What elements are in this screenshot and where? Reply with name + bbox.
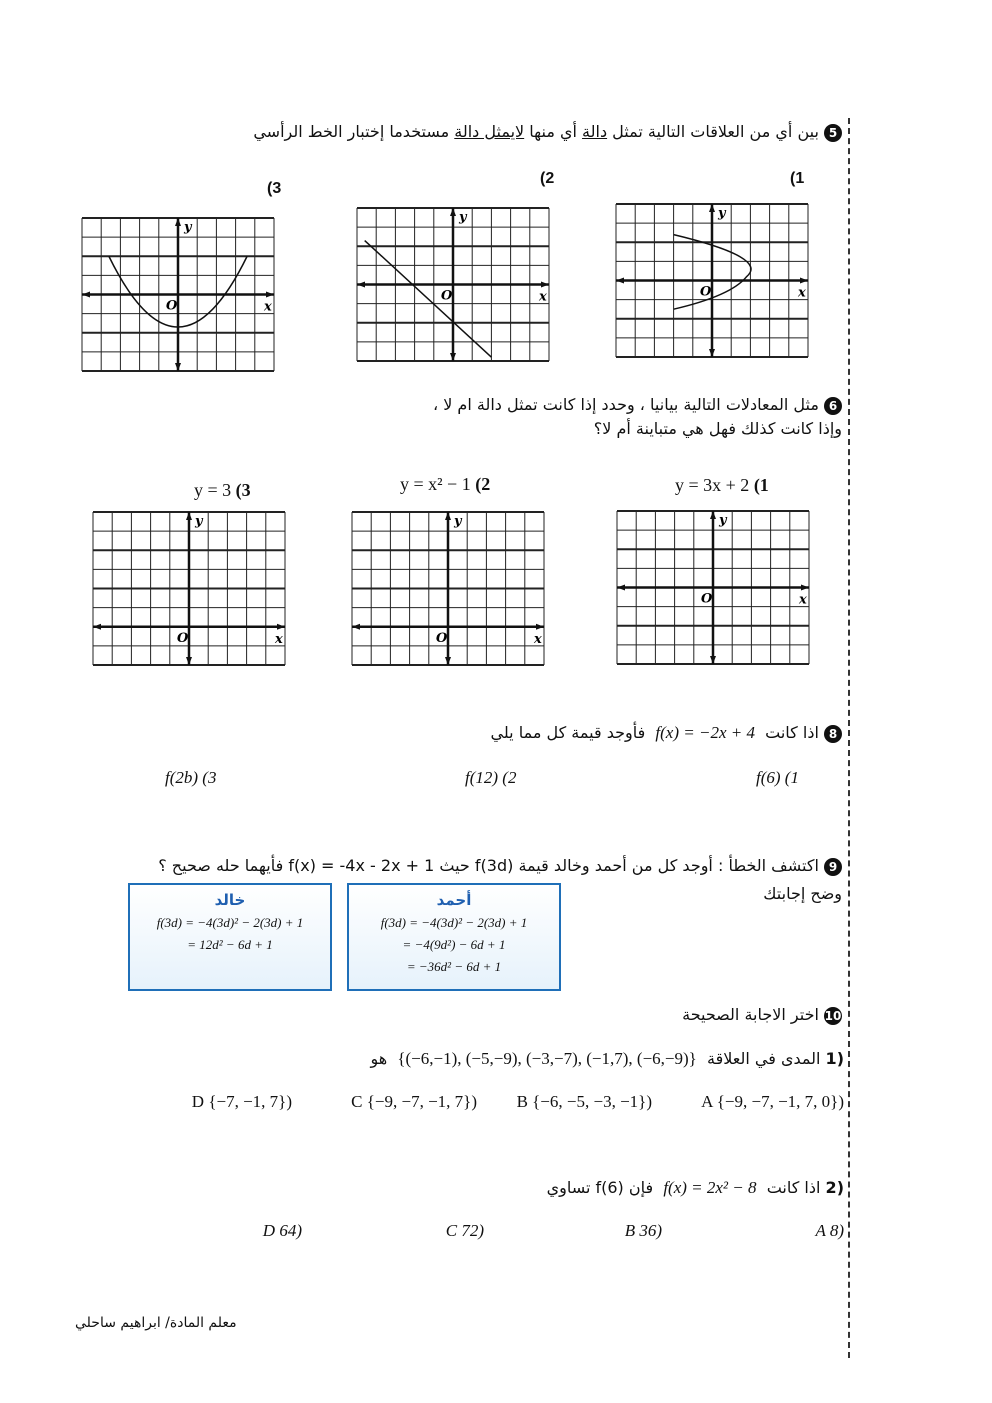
q10-p2-function: f(x) = 2x² − 8: [663, 1178, 757, 1197]
q6-line2: وإذا كانت كذلك فهل هي متباينة أم لا؟: [593, 419, 842, 438]
q5-graph-2: [356, 207, 550, 362]
x-axis-label: x: [799, 592, 807, 608]
q10-p1-prompt: [370, 1049, 844, 1069]
q5-label-1: (1: [790, 170, 805, 187]
khaled-line-2: = 12d² − 6d + 1: [187, 937, 273, 952]
q10-title-text: اختر الاجابة الصحيحة: [682, 1005, 819, 1024]
origin-label: O: [177, 630, 189, 646]
q9-line2: وضح إجابتك: [763, 884, 842, 903]
q10-p2-choice-b[interactable]: (B 36: [624, 1221, 662, 1240]
q6-line1: مثل المعادلات التالية بيانيا ، وحدد إذا كانت تمثل دالة ام لا ،: [432, 395, 819, 414]
q10-p2-prompt: [547, 1178, 844, 1198]
q6-graph-1: [616, 510, 810, 665]
q9-line1: اكتشف الخطأ : أوجد كل من أحمد وخالد قيمة f(3d) حيث f(x) = -4x - 2x + 1 فأيهما حله صحيح ؟: [158, 856, 819, 875]
q8-text-a: اذا كانت: [765, 723, 819, 742]
x-axis-label: x: [798, 285, 806, 301]
q5-text-b: أي منها: [524, 122, 583, 141]
q6-number: 6: [824, 397, 842, 415]
q8-item-2: f(12) (2: [465, 768, 517, 787]
y-axis-label: y: [195, 514, 203, 529]
q5-graph-1: [615, 203, 809, 358]
q10-p1-choice-b[interactable]: (B {−6, −5, −3, −1}: [516, 1092, 652, 1111]
origin-label: O: [441, 288, 453, 304]
q10-p1-set: {(−6,−1), (−5,−9), (−3,−7), (−1,7), (−6,−9)}: [397, 1049, 697, 1068]
q6-eq-1-text: y = 3x + 2: [675, 475, 750, 495]
q10-title: [682, 1005, 842, 1025]
origin-label: O: [700, 284, 712, 300]
q8-function: f(x) = −2x + 4: [655, 723, 755, 742]
q6-eq-2-text: y = x² − 1: [400, 474, 471, 494]
footer-teacher: معلم المادة/ ابراهيم ساحلي: [75, 1315, 237, 1331]
q8-prompt: [491, 723, 842, 743]
y-axis-label: y: [454, 514, 462, 529]
q10-p2-text-b: فإن f(6) تساوي: [546, 1178, 654, 1197]
q10-number: 10: [824, 1009, 842, 1023]
q5-text-a: بين أي من العلاقات التالية تمثل: [607, 122, 819, 141]
q5-graph-3: [81, 217, 275, 372]
y-axis-label: y: [459, 210, 467, 225]
q6-label-3: (3: [235, 480, 251, 500]
khaled-line-1: f(3d) = −4(3d)² − 2(3d) + 1: [156, 915, 304, 930]
q10-p1-choice-d[interactable]: (D {−7, −1, 7}: [191, 1092, 292, 1111]
x-axis-label: x: [534, 631, 542, 647]
x-axis-label: x: [264, 299, 272, 315]
ahmad-line-3: = −36d² − 6d + 1: [406, 959, 502, 974]
y-axis-label: y: [718, 206, 726, 221]
q10-p1-choice-c[interactable]: (C {−9, −7, −1, 7}: [351, 1092, 477, 1111]
ahmad-line-2: = −4(9d²) − 6d + 1: [402, 937, 506, 952]
q6-graph-3: [92, 511, 286, 666]
ahmad-name: أحمد: [436, 891, 472, 909]
origin-label: O: [166, 298, 178, 314]
q8-number: 8: [824, 725, 842, 743]
q10-p1-text-b: هو: [370, 1049, 388, 1068]
q6-eq-3-text: y = 3: [194, 480, 232, 500]
q6-label-2: (2: [475, 474, 491, 494]
q6-eq-2: [400, 474, 490, 495]
khaled-solution-box: [128, 883, 332, 991]
q5-label-2: (2: [540, 170, 555, 187]
q5-underline-function: دالة: [582, 122, 608, 141]
q5-text-c: مستخدما إختبار الخط الرأسي: [253, 122, 455, 141]
q10-p2-choice-a[interactable]: (A 8: [815, 1221, 844, 1240]
khaled-name: خالد: [214, 891, 246, 909]
q10-p2-choice-d[interactable]: (D 64: [262, 1221, 302, 1240]
origin-label: O: [701, 591, 713, 607]
y-axis-label: y: [719, 513, 727, 528]
q6-eq-1: [675, 475, 769, 496]
q10-p1-number: (1: [825, 1049, 844, 1068]
q8-text-b: فأوجد قيمة كل مما يلي: [490, 723, 646, 742]
q9-number: 9: [824, 858, 842, 876]
q10-p1-text-a: المدى في العلاقة: [706, 1049, 821, 1068]
q5-number: 5: [824, 124, 842, 142]
q10-p2-choice-c[interactable]: (C 72: [445, 1221, 484, 1240]
q6-label-1: (1: [753, 475, 769, 495]
q5-underline-not-function: لايمثل دالة: [454, 122, 525, 141]
q8-item-3: f(2b) (3: [165, 768, 217, 787]
x-axis-label: x: [539, 289, 547, 305]
q10-p1-choice-a[interactable]: (A {−9, −7, −1, 7, 0}: [701, 1092, 844, 1111]
q6-graph-2: [351, 511, 545, 666]
q10-p2-text-a: اذا كانت: [766, 1178, 821, 1197]
q8-item-1: f(6) (1: [756, 768, 799, 787]
ahmad-solution-box: [347, 883, 561, 991]
q5-label-3: (3: [267, 180, 282, 197]
origin-label: O: [436, 630, 448, 646]
x-axis-label: x: [275, 631, 283, 647]
q6-prompt: [433, 393, 842, 441]
ahmad-line-1: f(3d) = −4(3d)² − 2(3d) + 1: [380, 915, 528, 930]
margin-dashed-line: [848, 118, 850, 1358]
q5-prompt: [253, 122, 842, 142]
y-axis-label: y: [184, 220, 192, 235]
q10-p2-number: (2: [825, 1178, 844, 1197]
q6-eq-3: [194, 480, 251, 501]
